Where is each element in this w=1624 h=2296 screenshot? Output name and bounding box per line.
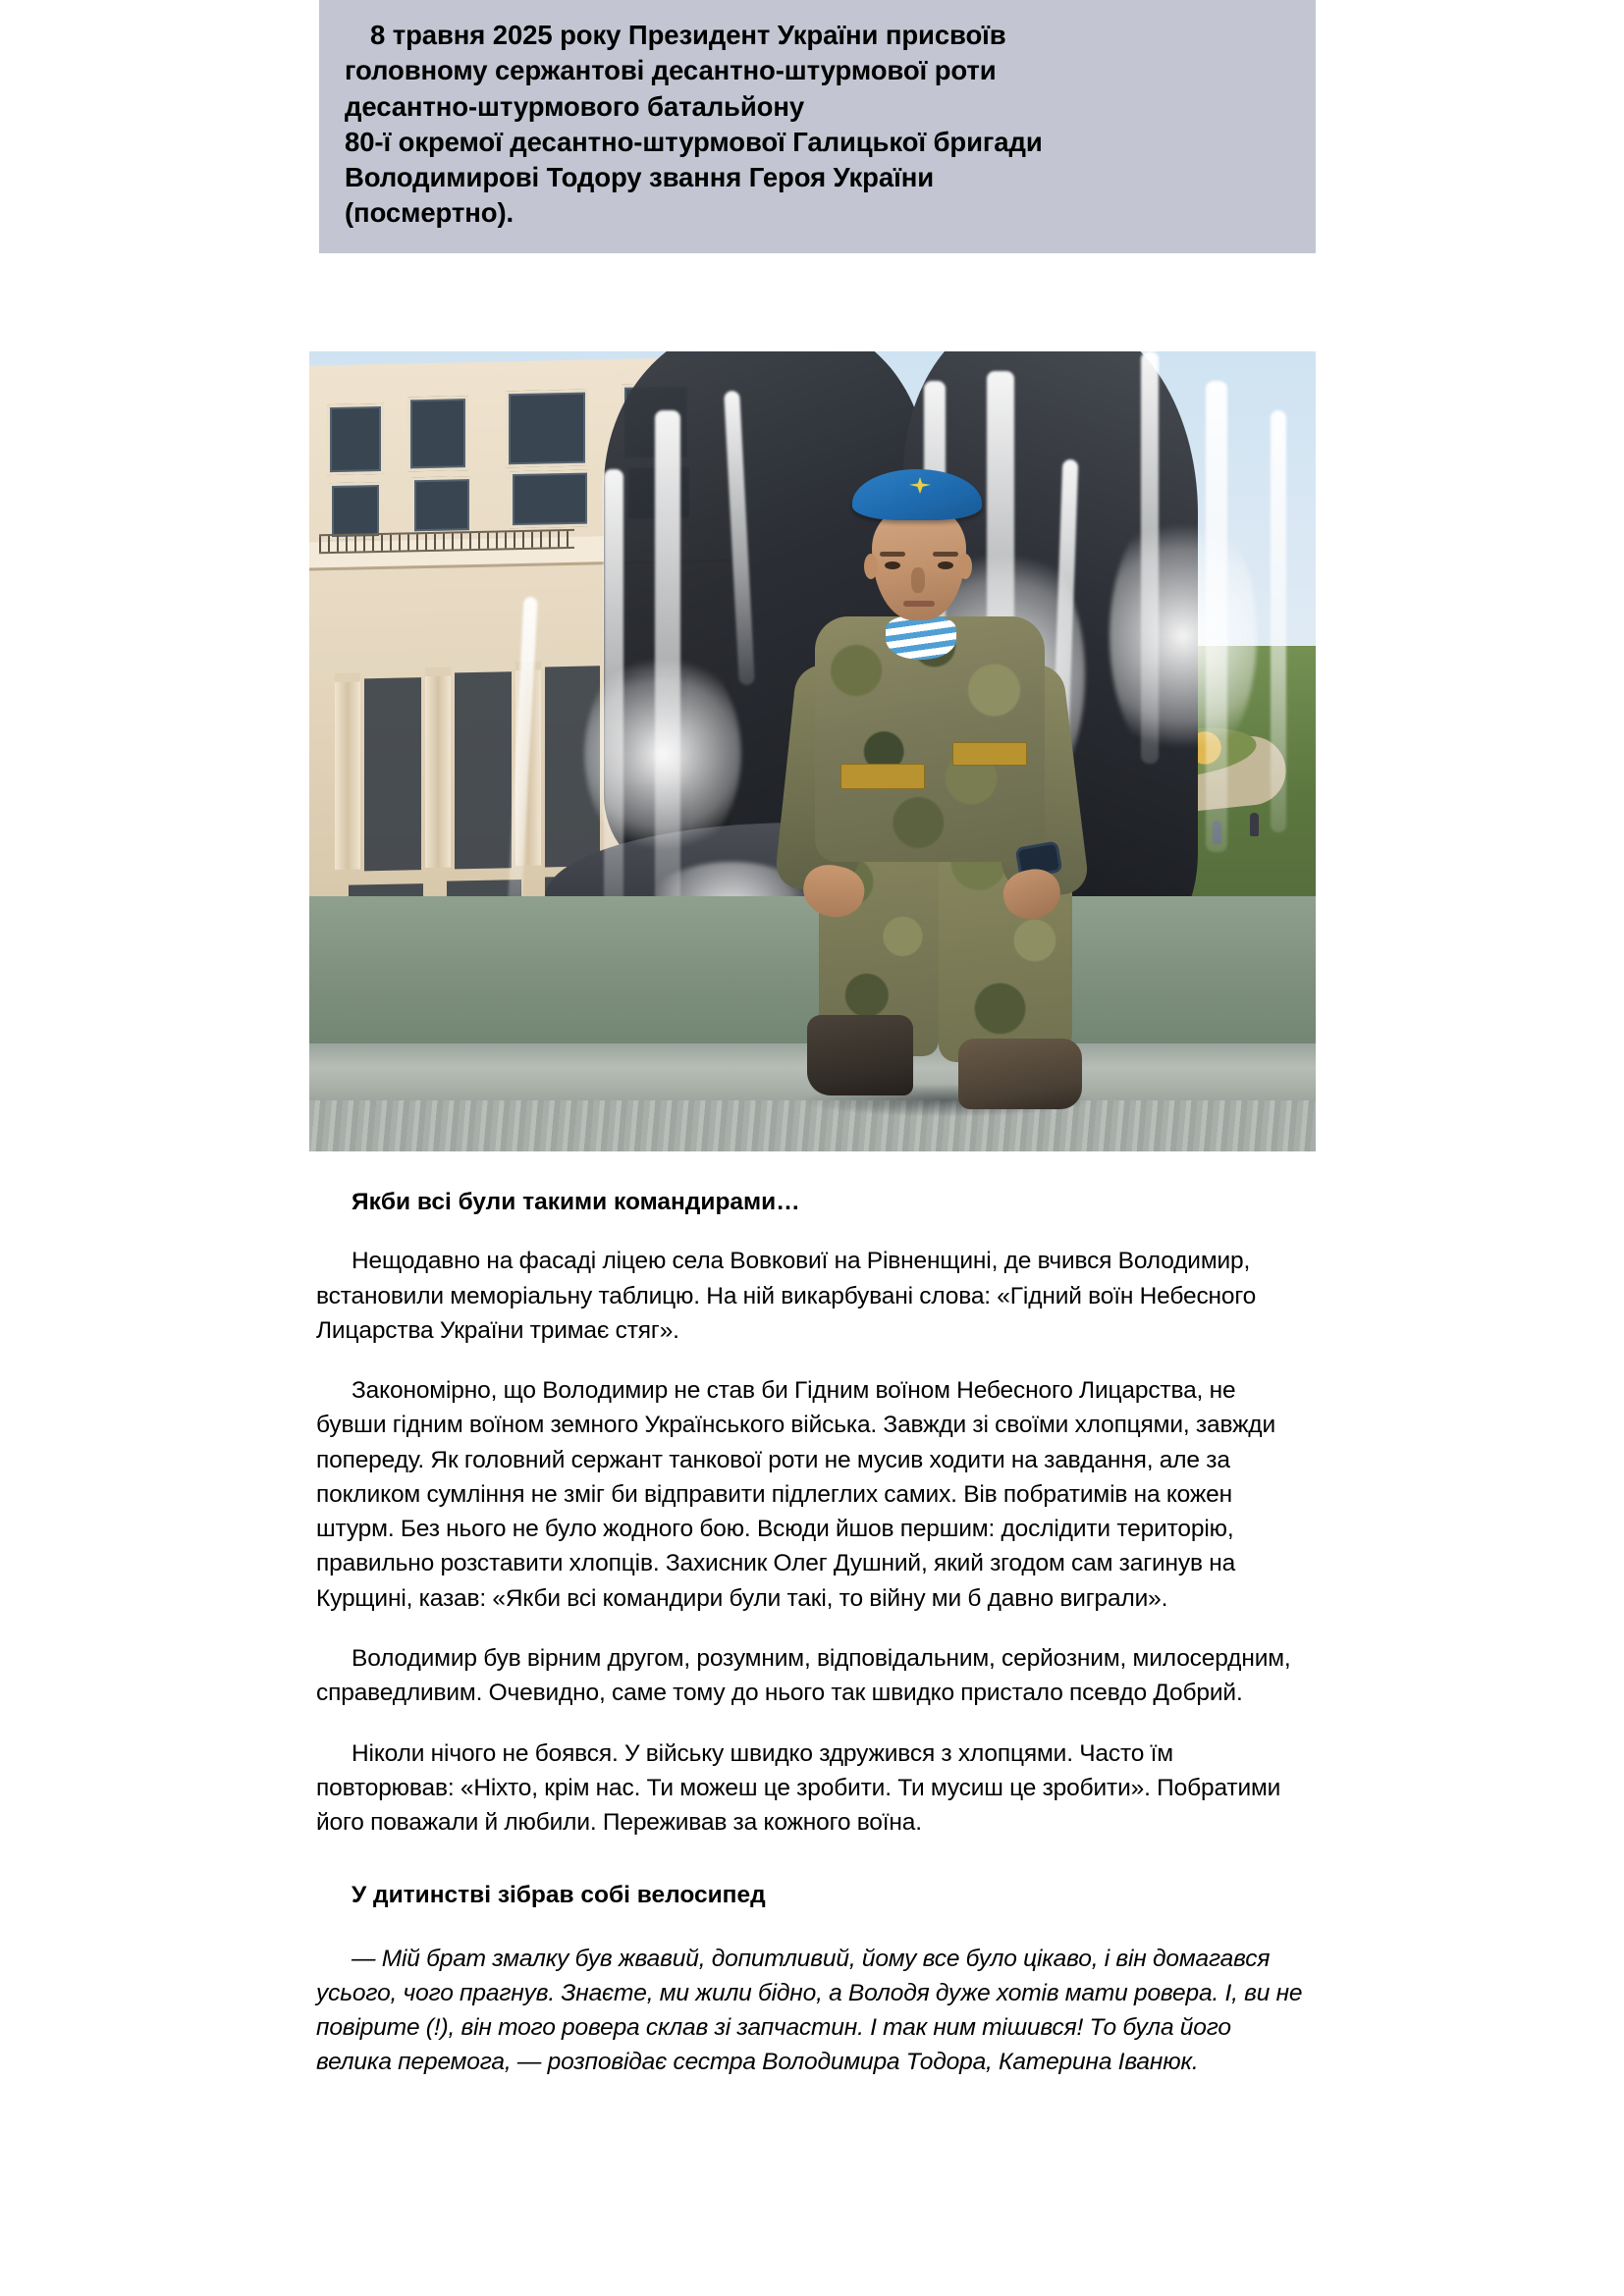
header-line-3: десантно-штурмового батальйону	[345, 90, 805, 122]
article-paragraph: Ніколи нічого не боявся. У війську швидко здружився з хлопцями. Часто їм повторював: «Ніхто, крім нас. Ти можеш це зробити. Ти мусиш це зробити». Побратими його поважали й любили. Переживав за кожного воїна.	[316, 1739, 1281, 1837]
soldier-name-tape-right	[952, 742, 1027, 766]
article-heading-2: У дитинстві зібрав собі велосипед	[352, 1882, 766, 1909]
building-window	[329, 482, 382, 540]
soldier-ear-right	[958, 554, 972, 579]
building-window	[407, 396, 468, 471]
photo-soldier-figure	[746, 469, 1139, 1107]
building-portico-shadow	[364, 677, 421, 871]
soldier-boot-right	[958, 1039, 1082, 1109]
article-paragraph: Нещодавно на фасаді ліцею села Вовковиї на Рівненщині, де вчився Володимир, встановили меморіальну таблицю. На ній викарбувані слова: «Гідний воїн Небесного Лицарства України тримає стяг».	[316, 1248, 1257, 1344]
building-window	[510, 470, 590, 529]
fountain-spray	[584, 646, 741, 862]
article-body	[316, 1186, 1308, 2080]
header-line-5: Володимирові Тодору звання Героя України	[345, 162, 935, 193]
soldier-ear-left	[864, 554, 878, 579]
soldier-brow-right	[933, 552, 958, 557]
soldier-telnyashka	[886, 616, 956, 660]
building-window	[411, 476, 472, 534]
header-line-1: 8 травня 2025 року Президент України присвоїв	[370, 20, 1006, 50]
article-paragraph: Закономірно, що Володимир не став би Гідним воїном Небесного Лицарства, не бувши гідним воїном земного Українського війська. Завжди зі своїми хлопцями, завжди попереду. Як головний сержант танкової роти не мусив ходити на завдання, але за покликом сумління не зміг би відправити підлеглих самих. Вів побратимів на кожен штурм. Без нього не було жодного бою. Всюди йшов першим: дослідити територію, правильно розставити хлопців. Захисник Олег Душний, який згодом сам загинув на Курщині, казав: «Якби всі командири були такі, то війну ми б давно виграли».	[316, 1377, 1275, 1612]
building-window	[506, 390, 588, 468]
building-column	[335, 672, 360, 870]
soldier-photo	[309, 351, 1316, 1151]
soldier-mouth	[903, 601, 935, 607]
paratrooper-badge-icon	[909, 477, 931, 494]
article-heading-1: Якби всі були такими командирами…	[352, 1189, 800, 1215]
soldier-eye-left	[885, 561, 900, 569]
article-paragraph: Володимир був вірним другом, розумним, відповідальним, серйозним, милосердним, справедливим. Очевидно, саме тому до нього так швидко пристало псевдо Добрий.	[316, 1644, 1291, 1707]
header-banner	[319, 0, 1316, 253]
building-window	[327, 403, 384, 475]
soldier-brow-left	[880, 552, 905, 557]
soldier-boot-left	[807, 1015, 913, 1095]
fountain-jet	[1271, 410, 1286, 832]
soldier-blue-beret	[852, 469, 982, 520]
soldier-nose	[911, 567, 925, 593]
soldier-eye-right	[938, 561, 953, 569]
photo-canvas	[309, 351, 1316, 1151]
photo-bystander	[1250, 813, 1259, 836]
header-line-2: головному сержантові десантно-штурмової роти	[345, 55, 997, 86]
article-paragraph-quote: — Мій брат змалку був жвавий, допитливий, йому все було цікаво, і він домагався усього, чого прагнув. Знаєте, ми жили бідно, а Володя дуже хотів мати ровера. І, ви не повірите (!), він того ровера склав зі запчастин. І так ним тішився! То була його велика перемога, — розповідає сестра Володимира Тодора, Катерина Іванюк.	[316, 1945, 1303, 2076]
header-line-4: 80-ї окремої десантно-штурмової Галицької бригади	[345, 126, 1043, 157]
building-portico-shadow	[455, 671, 512, 869]
header-line-6: (посмертно).	[345, 197, 514, 229]
building-column	[425, 667, 451, 868]
soldier-name-tape-left	[840, 764, 925, 789]
